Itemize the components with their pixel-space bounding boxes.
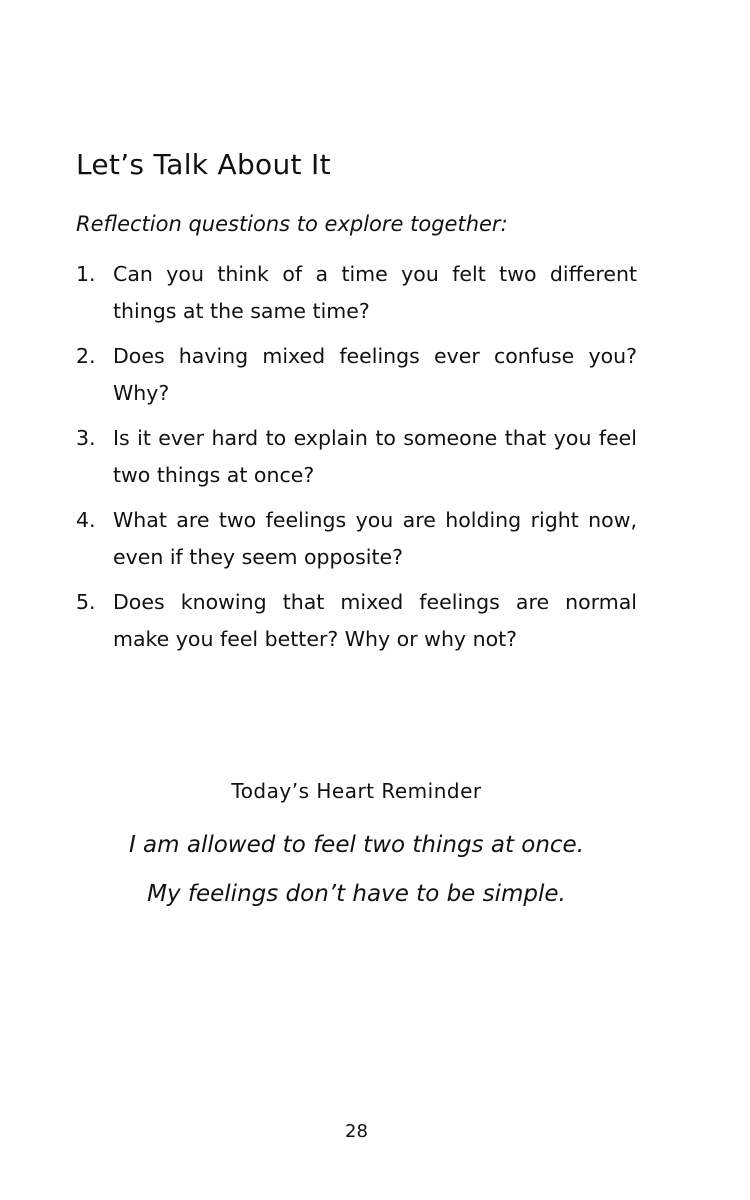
- question-item: [76, 584, 637, 658]
- page-number: 28: [345, 1121, 368, 1142]
- question-item: [76, 420, 637, 494]
- section-heading: Let’s Talk About It: [76, 148, 331, 181]
- question-text: Can you think of a time you felt two different things at the same time?: [113, 262, 637, 323]
- question-text: Does having mixed feelings ever confuse you? Why?: [113, 344, 637, 405]
- question-number: 5.: [76, 590, 96, 614]
- heart-reminder-line: My feelings don’t have to be simple.: [147, 881, 566, 907]
- question-text: Does knowing that mixed feelings are normal make you feel better? Why or why not?: [113, 590, 637, 651]
- question-item: [76, 338, 637, 412]
- question-text: What are two feelings you are holding right now, even if they seem opposite?: [113, 508, 637, 569]
- question-number: 1.: [76, 262, 96, 286]
- reflection-questions-list: [76, 256, 637, 666]
- question-number: 3.: [76, 426, 96, 450]
- reflection-subheading: Reflection questions to explore together:: [76, 212, 508, 236]
- question-number: 2.: [76, 344, 96, 368]
- question-item: [76, 256, 637, 330]
- heart-reminder-title: Today’s Heart Reminder: [231, 779, 482, 803]
- question-item: [76, 502, 637, 576]
- question-text: Is it ever hard to explain to someone that you feel two things at once?: [113, 426, 637, 487]
- question-number: 4.: [76, 508, 96, 532]
- heart-reminder-line: I am allowed to feel two things at once.: [128, 832, 585, 858]
